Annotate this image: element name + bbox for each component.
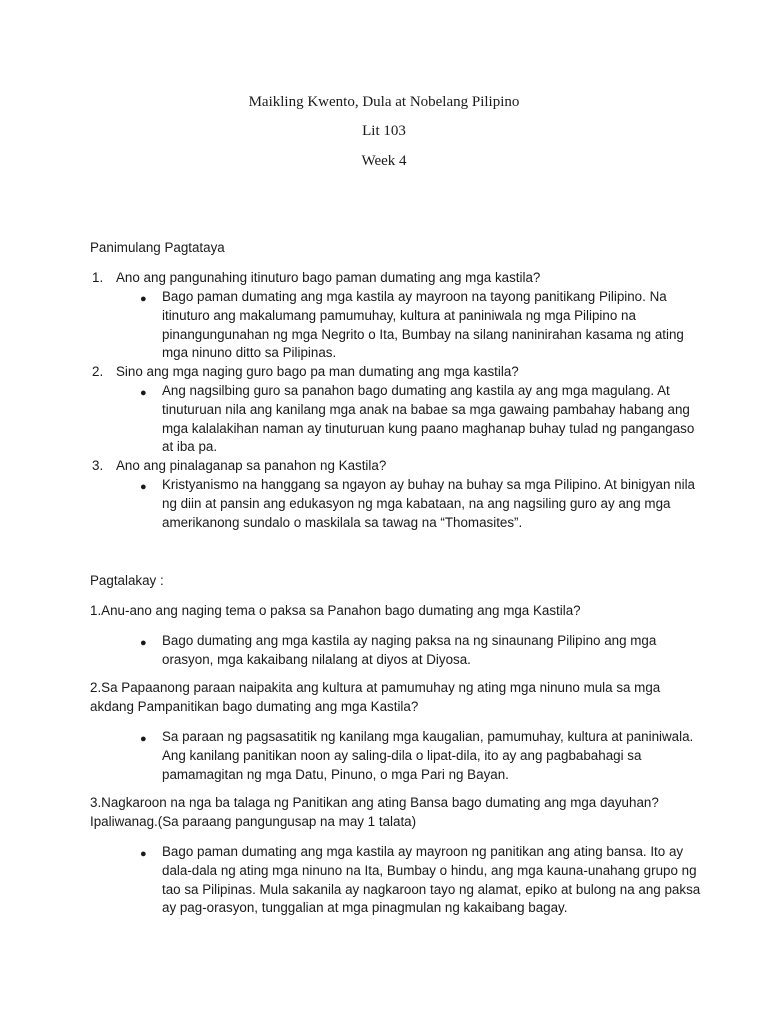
- answer-text: Sa paraan ng pagsasatitik ng kanilang mga kaugalian, pamumuhay, kultura at paniniwala. Ang kanilang panitikan noon ay saling-dila o lipat-dila, ito ay ang pagbabahagi sa pamamagitan ng mga Datu, Pinuno, o mga Pari ng Bayan.: [162, 729, 694, 782]
- numbered-question: [92, 457, 692, 476]
- answer-text: Bago dumating ang mga kastila ay naging paksa na ng sinaunang Pilipino ang mga orasyon, mga kakaibang nilalang at diyos at Diyosa.: [162, 633, 657, 667]
- question-number: 1.: [92, 270, 104, 285]
- answer-text: Kristyanismo na hanggang sa ngayon ay buhay na buhay sa mga Pilipino. At binigyan nila ng diin at pansin ang edukasyon ng mga kabataan, na ang nagsiling guro ay ang mga amerikanong sundalo o maskilala sa tawag na “Thomasites”.: [162, 477, 696, 530]
- question-text: Ano ang pinalaganap sa panahon ng Kastila?: [116, 458, 387, 473]
- bullet-icon: ●: [140, 733, 147, 745]
- answer-text: Ang nagsilbing guro sa panahon bago dumating ang kastila ay ang mga magulang. At tinuturuan nila ang kanilang mga anak na babae sa mga gawaing pambahay habang ang mga kalalakihan naman ay tinuturuan kung paano maghanap buhay tulad ng pangangaso at iba pa.: [162, 383, 695, 455]
- bullet-icon: ●: [140, 293, 147, 305]
- question-number: 3.: [92, 458, 104, 473]
- section-heading-pagtalakay: Pagtalakay :: [90, 573, 164, 588]
- course-code: Lit 103: [362, 123, 406, 139]
- bullet-icon: ●: [140, 387, 147, 399]
- discussion-question: 1.Anu-ano ang naging tema o paksa sa Panahon bago dumating ang mga Kastila?: [90, 603, 581, 618]
- question-text: Sino ang mga naging guro bago pa man dumating ang mga kastila?: [116, 364, 519, 379]
- answer-text: Bago paman dumating ang mga kastila ay mayroon ng panitikan ang ating bansa. Ito ay dala-dala ng ating mga ninuno na Ita, Bumbay o hindu, ang mga kauna-unahang grupo ng tao sa Pilipinas. Mula sakanila ay nagkaroon tayo ng alamat, epiko at bulong na ang paksa ay pag-orasyon, tunggalian at mga pinagmulan ng kakaibang bagay.: [162, 844, 701, 916]
- bullet-icon: ●: [140, 848, 147, 860]
- discussion-question: 2.Sa Papaanong paraan naipakita ang kultura at pamumuhay ng ating mga ninuno mula sa mga akdang Pampanitikan bago dumating ang mga Kastila?: [90, 680, 661, 714]
- question-text: Ano ang pangunahing itinuturo bago paman dumating ang mga kastila?: [116, 270, 541, 285]
- document-title: Maikling Kwento, Dula at Nobelang Pilipino: [248, 94, 520, 110]
- week-label: Week 4: [361, 153, 407, 169]
- section-heading-panimulang: Panimulang Pagtataya: [90, 240, 225, 255]
- answer-text: Bago paman dumating ang mga kastila ay mayroon na tayong panitikang Pilipino. Na itinuturo ang makalumang pamumuhay, kultura at paniniwala ng mga Pilipino na pinangungunahan ng mga Negrito o Ita, Bumbay na silang naninirahan kasama ng ating mga ninuno ditto sa Pilipinas.: [162, 289, 684, 361]
- bullet-icon: ●: [140, 637, 147, 649]
- numbered-question: [92, 363, 692, 382]
- question-number: 2.: [92, 364, 104, 379]
- numbered-question: [92, 269, 692, 288]
- discussion-question: 3.Nagkaroon na nga ba talaga ng Panitikan ang ating Bansa bago dumating ang mga dayuhan? Ipaliwanag.(Sa paraang pangungusap na may 1 talata): [90, 795, 659, 829]
- bullet-icon: ●: [140, 481, 147, 493]
